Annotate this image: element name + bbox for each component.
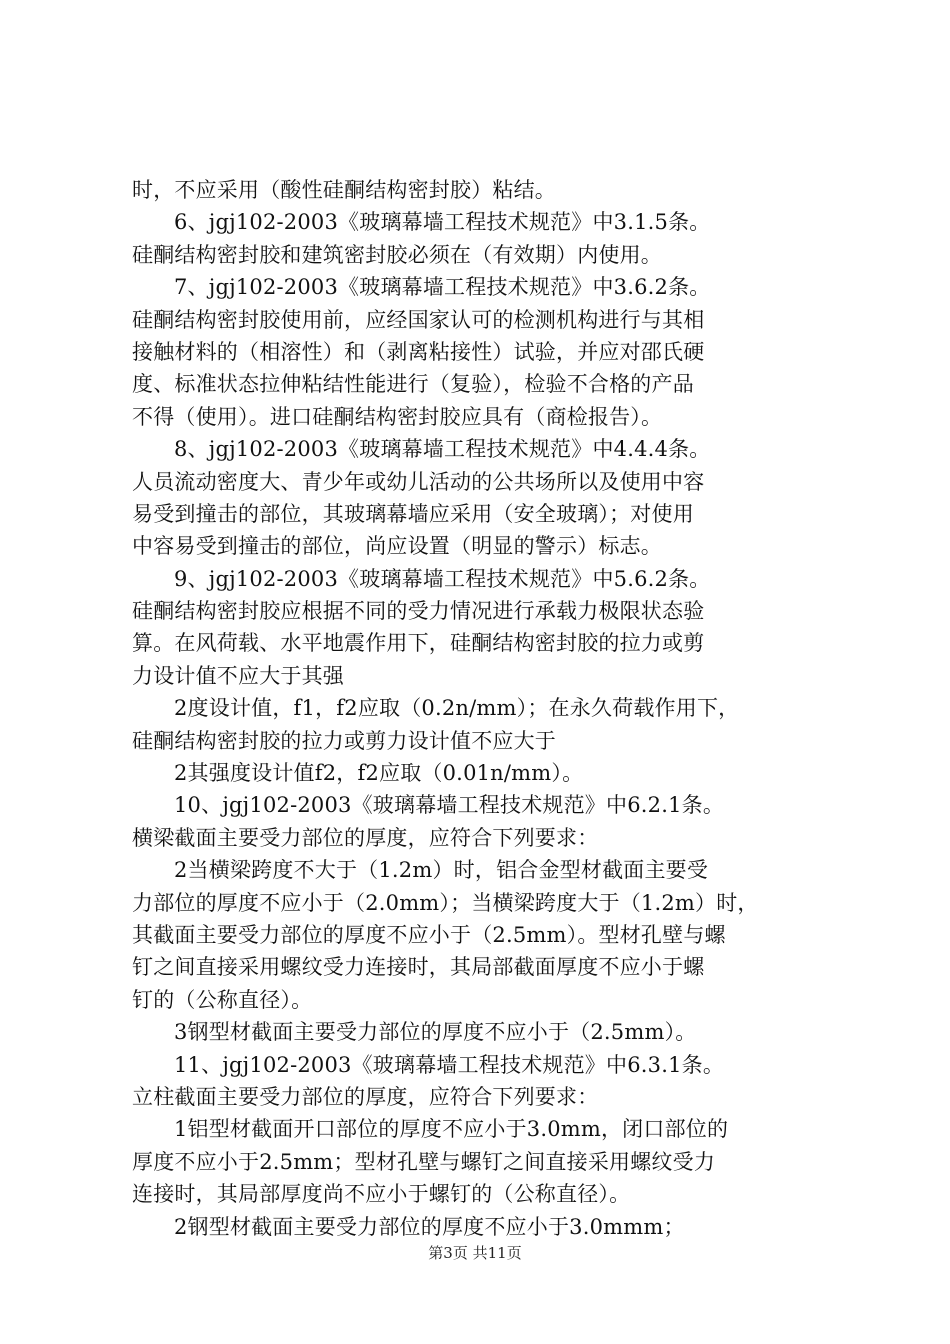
text-line: 钉之间直接采用螺纹受力连接时，其局部截面厚度不应小于螺 [132,955,705,980]
text-line: 其截面主要受力部位的厚度不应小于（2.5mm）。型材孔壁与螺 [132,922,726,947]
text-line: 10、jgj102-2003《玻璃幕墙工程技术规范》中6.2.1条。 [174,793,725,818]
text-line: 度、标准状态拉伸粘结性能进行（复验），检验不合格的产品 [132,372,694,397]
text-line: 2钢型材截面主要受力部位的厚度不应小于3.0mmm； [174,1214,685,1239]
text-line: 硅酮结构密封胶使用前，应经国家认可的检测机构进行与其相 [132,307,705,332]
text-line: 算。在风荷载、水平地震作用下，硅酮结构密封胶的拉力或剪 [132,631,705,656]
text-line: 7、jgj102-2003《玻璃幕墙工程技术规范》中3.6.2条。 [174,275,711,300]
page-footer: 第3页 共11页 [428,1244,522,1262]
text-line: 时，不应采用（酸性硅酮结构密封胶）粘结。 [132,178,556,202]
text-line: 力设计值不应大于其强 [132,663,344,688]
text-line: 易受到撞击的部位，其玻璃幕墙应采用（安全玻璃）；对使用 [132,501,694,526]
text-line: 厚度不应小于2.5mm；型材孔壁与螺钉之间直接采用螺纹受力 [132,1149,716,1174]
text-line: 钉的（公称直径）。 [132,987,313,1012]
text-line: 2度设计值，f1，f2应取（0.2n/mm）；在永久荷载作用下， [174,696,740,721]
text-line: 1铝型材截面开口部位的厚度不应小于3.0mm，闭口部位的 [174,1117,729,1142]
text-line: 横梁截面主要受力部位的厚度，应符合下列要求： [132,825,599,850]
text-line: 不得（使用）。进口硅酮结构密封胶应具有（商检报告）。 [132,404,663,429]
document-body [132,174,832,1243]
text-line: 硅酮结构密封胶应根据不同的受力情况进行承载力极限状态验 [132,599,705,624]
text-line: 接触材料的（相溶性）和（剥离粘接性）试验，并应对邵氏硬 [132,339,705,364]
text-line: 力部位的厚度不应小于（2.0mm）；当横梁跨度大于（1.2m）时， [132,890,759,915]
text-line: 硅酮结构密封胶和建筑密封胶必须在（有效期）内使用。 [132,242,662,267]
text-line: 2其强度设计值f2，f2应取（0.01n/mm）。 [174,761,584,786]
text-line: 立柱截面主要受力部位的厚度，应符合下列要求： [132,1084,599,1109]
text-line: 6、jgj102-2003《玻璃幕墙工程技术规范》中3.1.5条。 [174,210,711,235]
text-line: 11、jgj102-2003《玻璃幕墙工程技术规范》中6.3.1条。 [174,1052,725,1077]
text-line: 中容易受到撞击的部位，尚应设置（明显的警示）标志。 [132,534,662,559]
text-line: 硅酮结构密封胶的拉力或剪力设计值不应大于 [132,728,556,753]
text-line: 8、jgj102-2003《玻璃幕墙工程技术规范》中4.4.4条。 [174,437,711,462]
text-line: 3钢型材截面主要受力部位的厚度不应小于（2.5mm）。 [174,1020,697,1045]
text-line: 2当横梁跨度不大于（1.2m）时，铝合金型材截面主要受 [174,858,709,883]
text-line: 人员流动密度大、青少年或幼儿活动的公共场所以及使用中容 [132,469,705,494]
text-line: 连接时，其局部厚度尚不应小于螺钉的（公称直径）。 [132,1182,631,1207]
text-line: 9、jgj102-2003《玻璃幕墙工程技术规范》中5.6.2条。 [174,566,711,591]
